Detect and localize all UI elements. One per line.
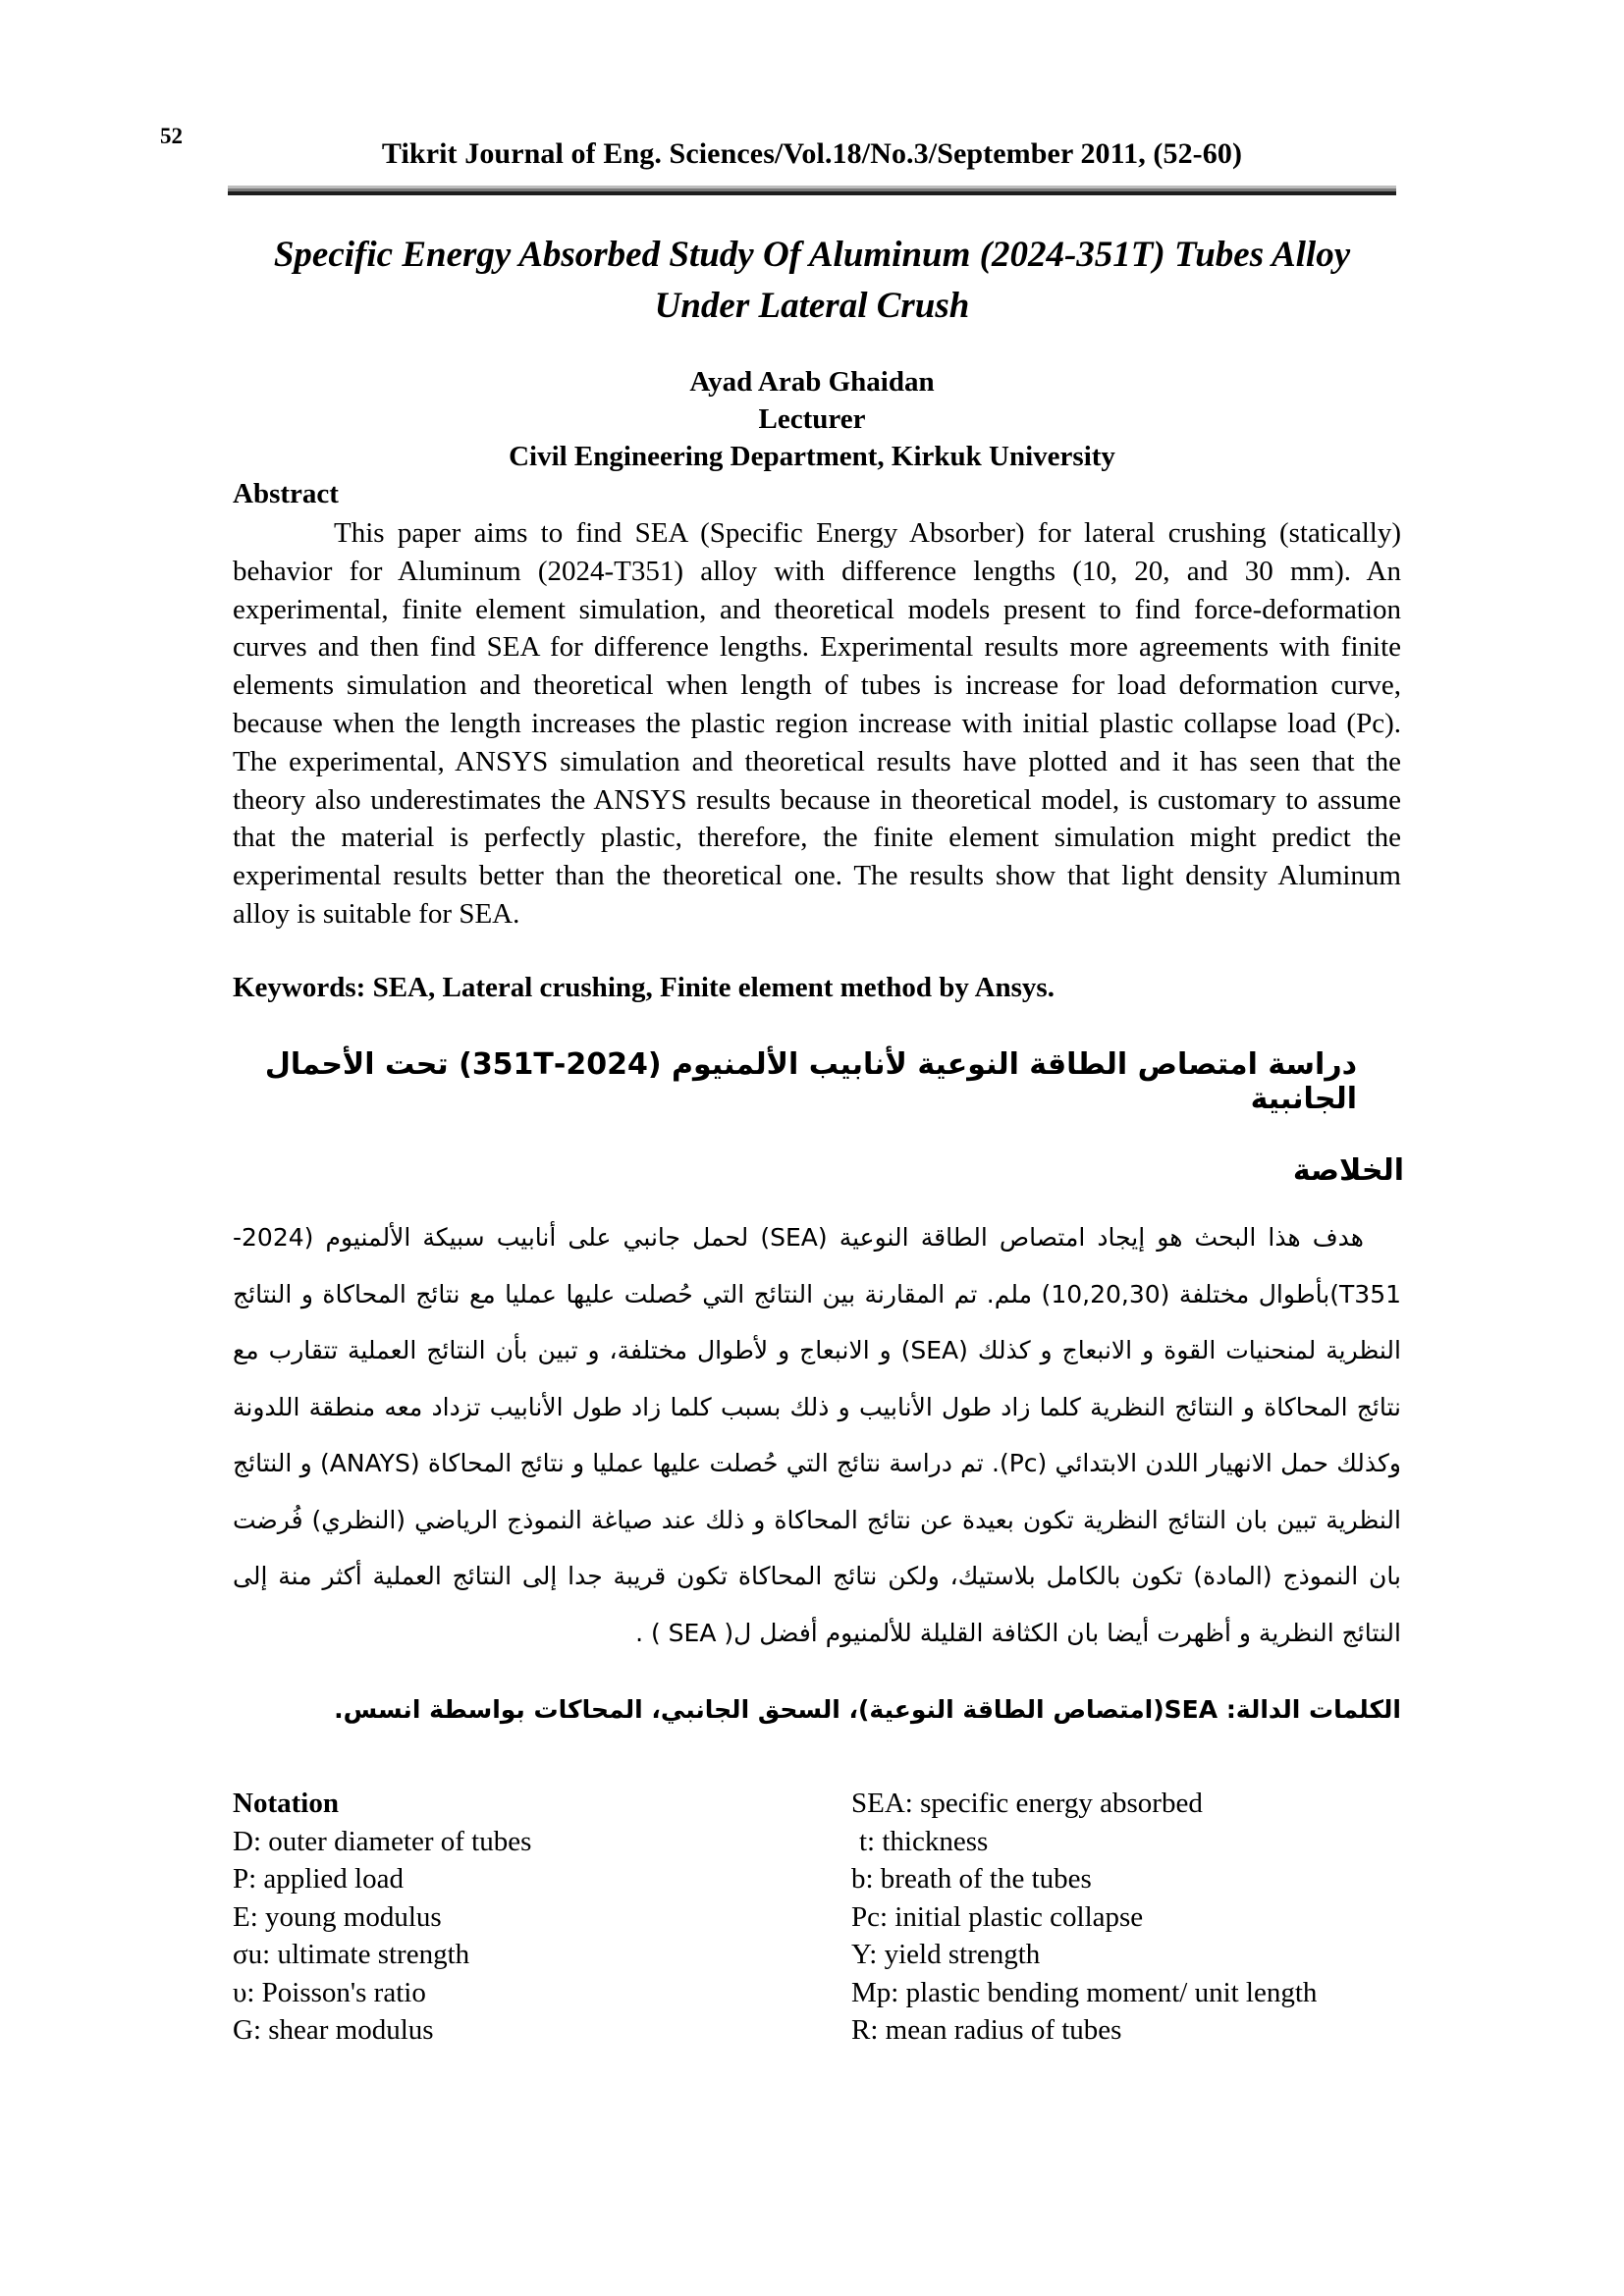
- notation-item: SEA: specific energy absorbed: [851, 1788, 1203, 1819]
- arabic-abstract-body: هدف هذا البحث هو إيجاد امتصاص الطاقة النوعية (SEA) لحمل جانبي على أنابيب سبيكة الألمنيوم (2024-T351)بأطوال مختلفة (10,20,30) ملم. تم المقارنة بين النتائج التي حُصلت عليها عمليا مع نتائج المحاكاة و النتائج النظرية لمنحنيات القوة و الانبعاج و كذلك (SEA) و الانبعاج و لأطوال مختلفة، و تبين بأن النتائج العملية تتقارب مع نتائج المحاكاة و النتائج النظرية كلما زاد طول الأنابيب و ذلك بسبب كلما زاد طول الأنابيب تزداد معه منطقة اللدونة وكذلك حمل الانهيار اللدن الابتدائي (Pc). تم دراسة نتائج التي حُصلت عليها عمليا و نتائج المحاكاة (ANAYS) و النتائج النظرية تبين بان النتائج النظرية تكون بعيدة عن نتائج المحاكاة و ذلك عند صياغة النموذج الرياضي (النظري) فُرضت بان النموذج (المادة) تكون بالكامل بلاستيك، ولكن نتائج المحاكاة تكون قريبة جدا إلى النتائج العملية أكثر منة إلى النتائج النظرية و أظهرت أيضا بان الكثافة القليلة للألمنيوم أفضل ل( SEA ) .: [233, 1223, 1402, 1647]
- paper-title: [228, 230, 1396, 332]
- notation-item: b: breath of the tubes: [851, 1863, 1092, 1895]
- arabic-keywords: الكلمات الدالة: SEA(امتصاص الطاقة النوعية)، السحق الجانبي، المحاكات بواسطة انسس.: [334, 1695, 1401, 1724]
- notation-item: R: mean radius of tubes: [851, 2014, 1122, 2046]
- author-position: Lecturer: [758, 403, 866, 435]
- notation-heading: Notation: [233, 1788, 339, 1819]
- notation-item: Pc: initial plastic collapse: [851, 1900, 1144, 1933]
- author-affiliation: Civil Engineering Department, Kirkuk University: [509, 441, 1115, 472]
- author-block: [228, 363, 1396, 475]
- notation-item: Mp: plastic bending moment/ unit length: [851, 1976, 1318, 2008]
- author-name: Ayad Arab Ghaidan: [689, 366, 935, 398]
- abstract-body: This paper aims to find SEA (Specific Energy Absorber) for lateral crushing (statically) behavior for Aluminum (2024-T351) alloy with difference lengths (10, 20, and 30 mm). An experimental, finite element simulation, and theoretical models present to find force-deformation curves and then find SEA for difference lengths. Experimental results more agreements with finite elements simulation and theoretical when length of tubes is increase for load deformation curve, because when the length increases the plastic region increase with initial plastic collapse load (Pc). The experimental, ANSYS simulation and theoretical results have plotted and it has seen that the theory also underestimates the ANSYS results because in theoretical model, is customary to assume that the material is perfectly plastic, therefore, the finite element simulation might predict the experimental results better than the theoretical one. The results show that light density Aluminum alloy is suitable for SEA.: [233, 517, 1401, 930]
- abstract-heading: Abstract: [233, 478, 339, 509]
- notation-item: υ: Poisson's ratio: [233, 1976, 426, 2008]
- paper-title-line-2: Under Lateral Crush: [654, 286, 970, 326]
- arabic-abstract-heading: الخلاصة: [1292, 1153, 1404, 1188]
- paper-title-line-1: Specific Energy Absorbed Study Of Aluminum (2024-351T) Tubes Alloy: [273, 235, 1351, 275]
- header-rule-divider: [228, 186, 1396, 195]
- page-number: 52: [160, 124, 183, 148]
- notation-item: E: young modulus: [233, 1900, 442, 1933]
- notation-item: σu: ultimate strength: [233, 1939, 470, 1970]
- notation-item: t: thickness: [859, 1825, 989, 1857]
- notation-item: G: shear modulus: [233, 2014, 434, 2046]
- notation-item: P: applied load: [233, 1863, 404, 1895]
- notation-item: Y: yield strength: [851, 1939, 1041, 1970]
- notation-column-right: [851, 1785, 1440, 2050]
- notation-column-left: [233, 1785, 841, 2050]
- arabic-title: دراسة امتصاص الطاقة النوعية لأنابيب الألمنيوم (2024-351T) تحت الأحمال الجانبية: [264, 1047, 1357, 1116]
- running-header: Tikrit Journal of Eng. Sciences/Vol.18/No.3/September 2011, (52-60): [381, 137, 1243, 170]
- notation-item: D: outer diameter of tubes: [233, 1825, 532, 1857]
- header-rule-dark: [228, 191, 1396, 195]
- keywords: Keywords: SEA, Lateral crushing, Finite element method by Ansys.: [233, 972, 1055, 1003]
